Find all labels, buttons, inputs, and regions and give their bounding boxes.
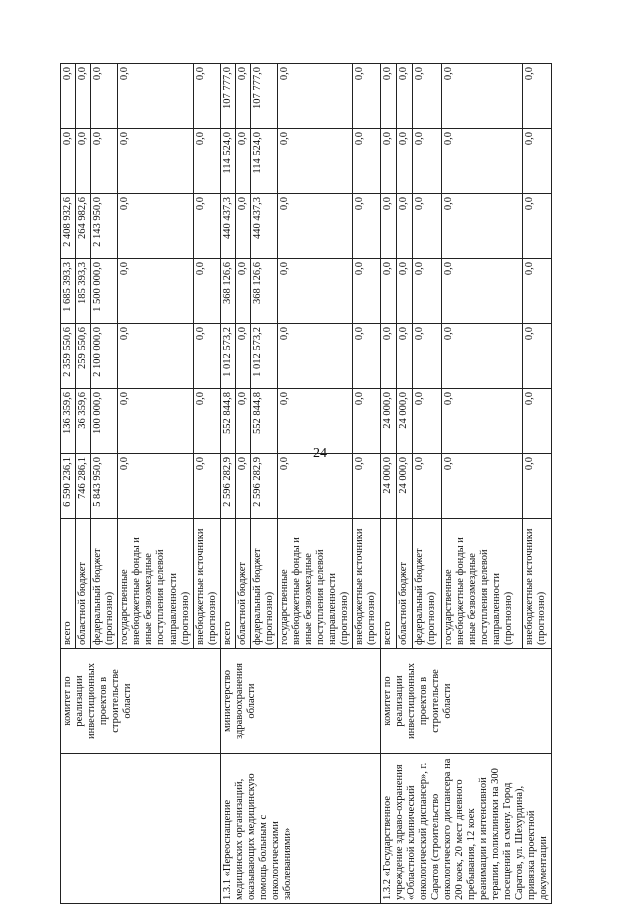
amount-cell: 114 524,0 bbox=[250, 129, 277, 194]
amount-cell: 0,0 bbox=[118, 194, 193, 259]
amount-cell: 0,0 bbox=[235, 194, 250, 259]
amount-cell: 114 524,0 bbox=[220, 129, 235, 194]
amount-cell: 0,0 bbox=[523, 454, 552, 519]
amount-cell: 136 359,6 bbox=[61, 389, 76, 454]
amount-cell: 0,0 bbox=[442, 454, 523, 519]
amount-cell: 0,0 bbox=[76, 64, 91, 129]
funding-source-cell: внебюджетные источники (прогнозно) bbox=[193, 519, 220, 649]
page-number: 24 bbox=[313, 446, 327, 461]
amount-cell: 2 359 550,6 bbox=[61, 324, 76, 389]
amount-cell: 1 012 573,2 bbox=[250, 324, 277, 389]
amount-cell: 0,0 bbox=[235, 64, 250, 129]
amount-cell: 259 550,6 bbox=[76, 324, 91, 389]
amount-cell: 0,0 bbox=[380, 194, 396, 259]
amount-cell: 0,0 bbox=[412, 129, 441, 194]
measure-name-cell: 1.3.1 «Переоснащение медицинских организаций, оказывающих медицинскую помощь больным с онкологическими заболеваниями» bbox=[220, 754, 380, 904]
amount-cell: 0,0 bbox=[442, 259, 523, 324]
amount-cell: 0,0 bbox=[235, 259, 250, 324]
amount-cell: 264 982,6 bbox=[76, 194, 91, 259]
amount-cell: 0,0 bbox=[235, 129, 250, 194]
amount-cell: 0,0 bbox=[353, 324, 380, 389]
amount-cell: 0,0 bbox=[278, 389, 353, 454]
amount-cell: 0,0 bbox=[396, 64, 412, 129]
amount-cell: 0,0 bbox=[193, 324, 220, 389]
amount-cell: 2 596 282,9 bbox=[250, 454, 277, 519]
amount-cell: 24 000,0 bbox=[396, 454, 412, 519]
amount-cell: 0,0 bbox=[380, 64, 396, 129]
amount-cell: 107 777,0 bbox=[220, 64, 235, 129]
amount-cell: 0,0 bbox=[396, 324, 412, 389]
amount-cell: 0,0 bbox=[523, 389, 552, 454]
amount-cell: 0,0 bbox=[523, 324, 552, 389]
amount-cell: 0,0 bbox=[235, 454, 250, 519]
amount-cell: 0,0 bbox=[193, 129, 220, 194]
funding-source-cell: внебюджетные источники (прогнозно) bbox=[353, 519, 380, 649]
amount-cell: 0,0 bbox=[353, 194, 380, 259]
amount-cell: 0,0 bbox=[412, 389, 441, 454]
funding-source-cell: федеральный бюджет (прогнозно) bbox=[250, 519, 277, 649]
amount-cell: 0,0 bbox=[118, 259, 193, 324]
amount-cell: 0,0 bbox=[235, 389, 250, 454]
amount-cell: 0,0 bbox=[380, 259, 396, 324]
amount-cell: 0,0 bbox=[412, 324, 441, 389]
funding-source-cell: областной бюджет bbox=[396, 519, 412, 649]
amount-cell: 0,0 bbox=[442, 194, 523, 259]
amount-cell: 552 844,8 bbox=[250, 389, 277, 454]
amount-cell: 0,0 bbox=[396, 194, 412, 259]
amount-cell: 440 437,3 bbox=[220, 194, 235, 259]
funding-source-cell: государственные внебюджетные фонды и иные безвозмездные поступления целевой направленности (прогнозно) bbox=[442, 519, 523, 649]
amount-cell: 2 143 950,0 bbox=[91, 194, 118, 259]
budget-table-rotated bbox=[60, 64, 580, 904]
amount-cell: 0,0 bbox=[380, 324, 396, 389]
amount-cell: 0,0 bbox=[193, 259, 220, 324]
funding-source-cell: всего bbox=[380, 519, 396, 649]
amount-cell: 0,0 bbox=[412, 259, 441, 324]
table-row bbox=[220, 64, 235, 904]
executor-cell: министерство здравоохранения области bbox=[220, 649, 380, 754]
amount-cell: 0,0 bbox=[353, 129, 380, 194]
amount-cell: 746 286,1 bbox=[76, 454, 91, 519]
amount-cell: 0,0 bbox=[353, 64, 380, 129]
amount-cell: 0,0 bbox=[523, 259, 552, 324]
table-row bbox=[380, 64, 396, 904]
amount-cell: 0,0 bbox=[91, 129, 118, 194]
amount-cell: 100 000,0 bbox=[91, 389, 118, 454]
amount-cell: 0,0 bbox=[91, 64, 118, 129]
amount-cell: 0,0 bbox=[193, 454, 220, 519]
amount-cell: 2 408 932,6 bbox=[61, 194, 76, 259]
funding-source-cell: внебюджетные источники (прогнозно) bbox=[523, 519, 552, 649]
amount-cell: 0,0 bbox=[380, 129, 396, 194]
amount-cell: 0,0 bbox=[118, 389, 193, 454]
amount-cell: 1 500 000,0 bbox=[91, 259, 118, 324]
amount-cell: 0,0 bbox=[278, 259, 353, 324]
amount-cell: 0,0 bbox=[523, 129, 552, 194]
budget-table bbox=[60, 63, 552, 904]
measure-name-cell: 1.3.2 «Государственное учреждение здраво-охранения «Областной клинический онкологический диспансер», г. Саратов (строительство онкологического диспансера на 200 коек, 20 мест дневного пребывания, 12 коек реанимации и интенсивной терапии, поликлиники на 300 посещений в смену. Город Саратов, ул. Шехурдина), привязка проектной документации bbox=[380, 754, 552, 904]
table-body bbox=[61, 64, 552, 904]
amount-cell: 0,0 bbox=[61, 129, 76, 194]
amount-cell: 0,0 bbox=[523, 194, 552, 259]
funding-source-cell: федеральный бюджет (прогнозно) bbox=[412, 519, 441, 649]
amount-cell: 0,0 bbox=[442, 389, 523, 454]
amount-cell: 107 777,0 bbox=[250, 64, 277, 129]
amount-cell: 368 126,6 bbox=[250, 259, 277, 324]
amount-cell: 1 012 573,2 bbox=[220, 324, 235, 389]
amount-cell: 0,0 bbox=[442, 64, 523, 129]
amount-cell: 36 359,6 bbox=[76, 389, 91, 454]
amount-cell: 440 437,3 bbox=[250, 194, 277, 259]
table-row bbox=[61, 64, 76, 904]
amount-cell: 0,0 bbox=[396, 259, 412, 324]
amount-cell: 185 393,3 bbox=[76, 259, 91, 324]
amount-cell: 0,0 bbox=[396, 129, 412, 194]
amount-cell: 0,0 bbox=[118, 129, 193, 194]
amount-cell: 0,0 bbox=[118, 324, 193, 389]
amount-cell: 0,0 bbox=[412, 64, 441, 129]
amount-cell: 24 000,0 bbox=[380, 389, 396, 454]
amount-cell: 0,0 bbox=[353, 259, 380, 324]
amount-cell: 0,0 bbox=[442, 129, 523, 194]
amount-cell: 368 126,6 bbox=[220, 259, 235, 324]
funding-source-cell: всего bbox=[220, 519, 235, 649]
amount-cell: 2 100 000,0 bbox=[91, 324, 118, 389]
amount-cell: 0,0 bbox=[278, 64, 353, 129]
amount-cell: 0,0 bbox=[353, 454, 380, 519]
measure-name-cell bbox=[61, 754, 221, 904]
funding-source-cell: всего bbox=[61, 519, 76, 649]
amount-cell: 0,0 bbox=[278, 454, 353, 519]
amount-cell: 0,0 bbox=[193, 194, 220, 259]
funding-source-cell: областной бюджет bbox=[76, 519, 91, 649]
amount-cell: 6 590 236,1 bbox=[61, 454, 76, 519]
amount-cell: 0,0 bbox=[278, 129, 353, 194]
amount-cell: 0,0 bbox=[278, 194, 353, 259]
executor-cell: комитет по реализации инвестиционных проектов в строительстве области bbox=[61, 649, 221, 754]
amount-cell: 552 844,8 bbox=[220, 389, 235, 454]
amount-cell: 0,0 bbox=[193, 389, 220, 454]
amount-cell: 0,0 bbox=[523, 64, 552, 129]
amount-cell: 0,0 bbox=[61, 64, 76, 129]
funding-source-cell: государственные внебюджетные фонды и иные безвозмездные поступления целевой направленности (прогнозно) bbox=[118, 519, 193, 649]
amount-cell: 0,0 bbox=[412, 454, 441, 519]
executor-cell: комитет по реализации инвестиционных проектов в строительстве области bbox=[380, 649, 552, 754]
amount-cell: 0,0 bbox=[412, 194, 441, 259]
funding-source-cell: федеральный бюджет (прогнозно) bbox=[91, 519, 118, 649]
amount-cell: 0,0 bbox=[76, 129, 91, 194]
amount-cell: 2 596 282,9 bbox=[220, 454, 235, 519]
amount-cell: 0,0 bbox=[118, 64, 193, 129]
funding-source-cell: областной бюджет bbox=[235, 519, 250, 649]
amount-cell: 0,0 bbox=[235, 324, 250, 389]
funding-source-cell: государственные внебюджетные фонды и иные безвозмездные поступления целевой направленности (прогнозно) bbox=[278, 519, 353, 649]
amount-cell: 0,0 bbox=[442, 324, 523, 389]
amount-cell: 1 685 393,3 bbox=[61, 259, 76, 324]
amount-cell: 24 000,0 bbox=[396, 389, 412, 454]
amount-cell: 0,0 bbox=[353, 389, 380, 454]
amount-cell: 0,0 bbox=[118, 454, 193, 519]
amount-cell: 0,0 bbox=[278, 324, 353, 389]
amount-cell: 24 000,0 bbox=[380, 454, 396, 519]
amount-cell: 5 843 950,0 bbox=[91, 454, 118, 519]
amount-cell: 0,0 bbox=[193, 64, 220, 129]
